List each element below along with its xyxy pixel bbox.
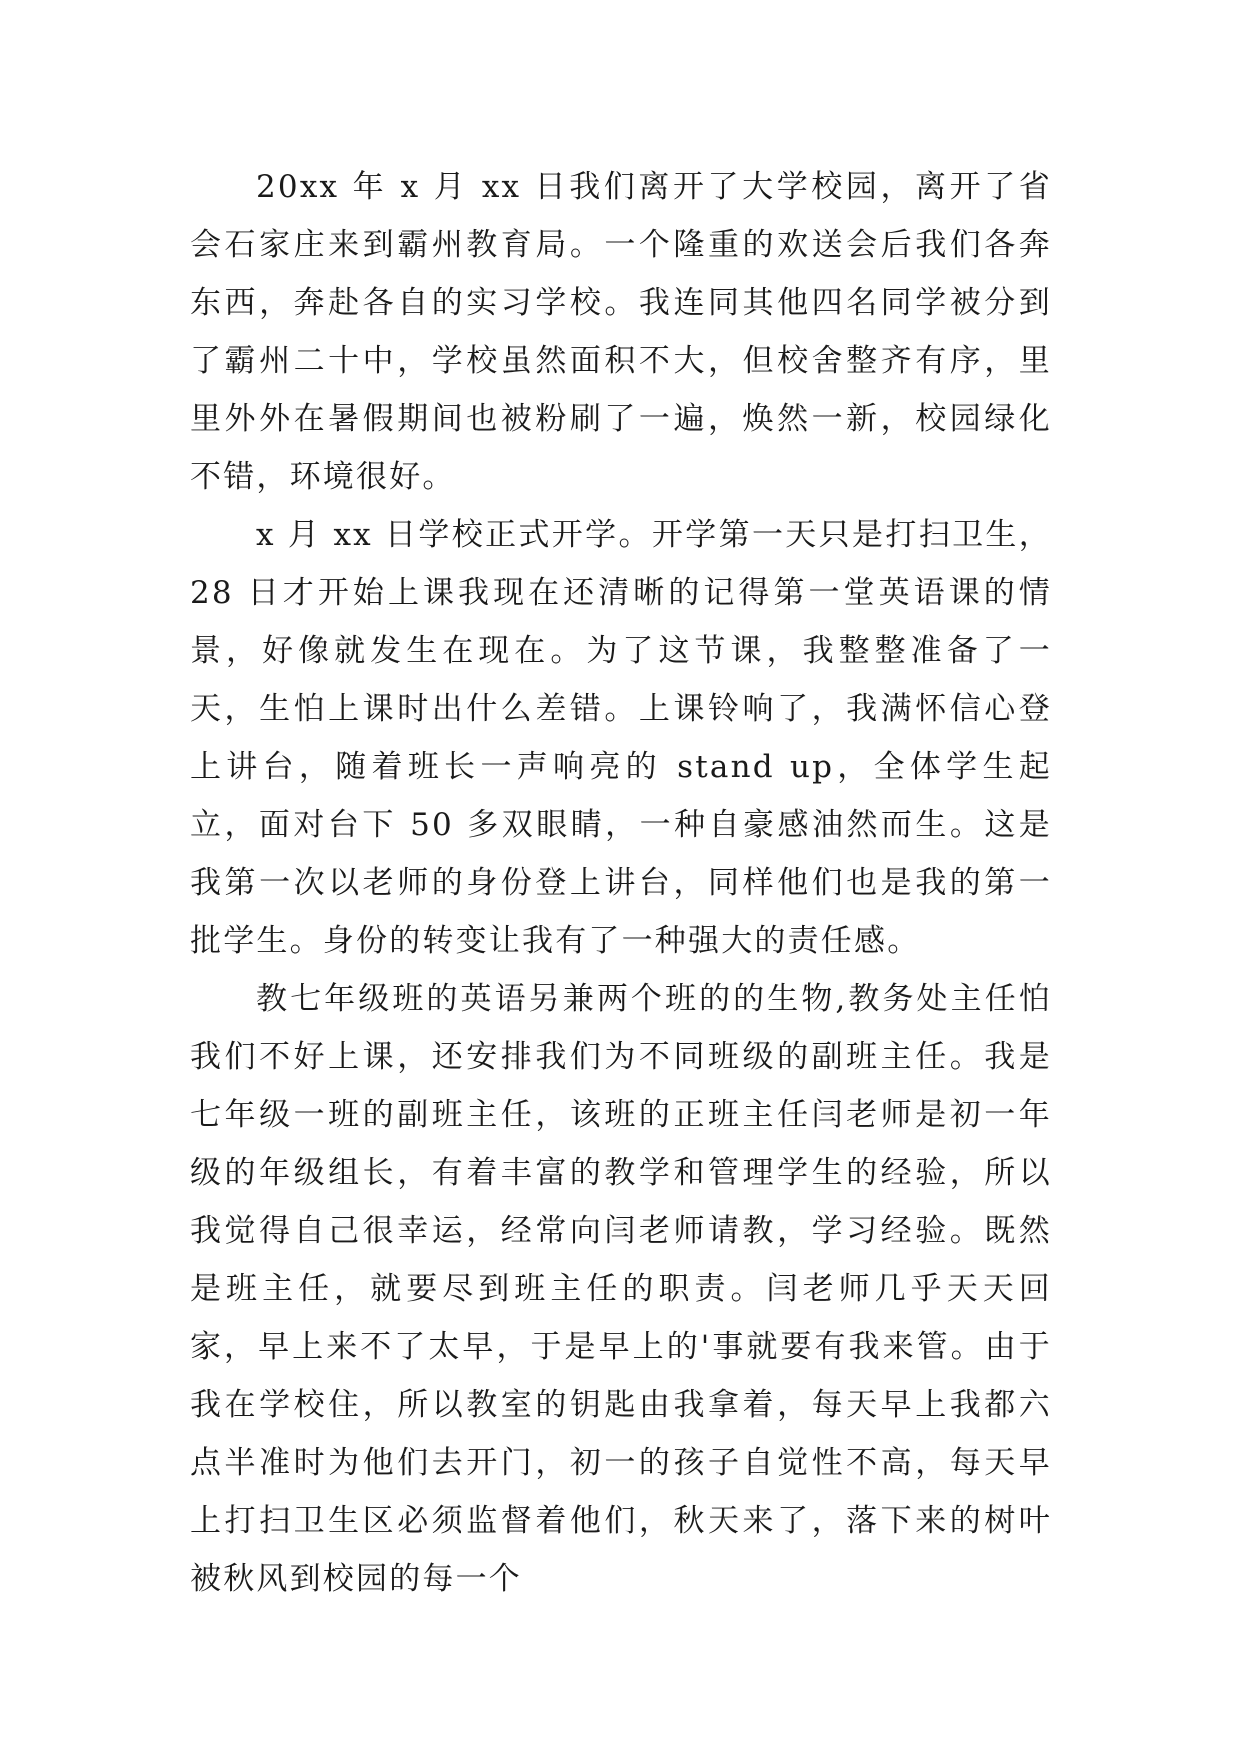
paragraph-1: 20xx 年 x 月 xx 日我们离开了大学校园，离开了省会石家庄来到霸州教育局。一个隆重的欢送会后我们各奔东西，奔赴各自的实习学校。我连同其他四名同学被分到了霸州二十中，学校虽然面积不大，但校舍整齐有序，里里外外在暑假期间也被粉刷了一遍，焕然一新，校园绿化不错，环境很好。 [190, 169, 1052, 495]
paragraph-3: 教七年级班的英语另兼两个班的的生物,教务处主任怕我们不好上课，还安排我们为不同班级的副班主任。我是七年级一班的副班主任，该班的正班主任闫老师是初一年级的年级组长，有着丰富的教学和管理学生的经验，所以我觉得自己很幸运，经常向闫老师请教，学习经验。既然是班主任，就要尽到班主任的职责。闫老师几乎天天回家，早上来不了太早，于是早上的'事就要有我来管。由于我在学校住，所以教室的钥匙由我拿着，每天早上我都六点半准时为他们去开门，初一的孩子自觉性不高，每天早上打扫卫生区必须监督着他们，秋天来了，落下来的树叶被秋风到校园的每一个 [190, 981, 1052, 1597]
paragraph-2: x 月 xx 日学校正式开学。开学第一天只是打扫卫生，28 日才开始上课我现在还清晰的记得第一堂英语课的情景，好像就发生在现在。为了这节课，我整整准备了一天，生怕上课时出什么差错。上课铃响了，我满怀信心登上讲台，随着班长一声响亮的 stand up，全体学生起立，面对台下 50 多双眼睛，一种自豪感油然而生。这是我第一次以老师的身份登上讲台，同样他们也是我的第一批学生。身份的转变让我有了一种强大的责任感。 [190, 517, 1052, 959]
document-body [190, 158, 1052, 1608]
